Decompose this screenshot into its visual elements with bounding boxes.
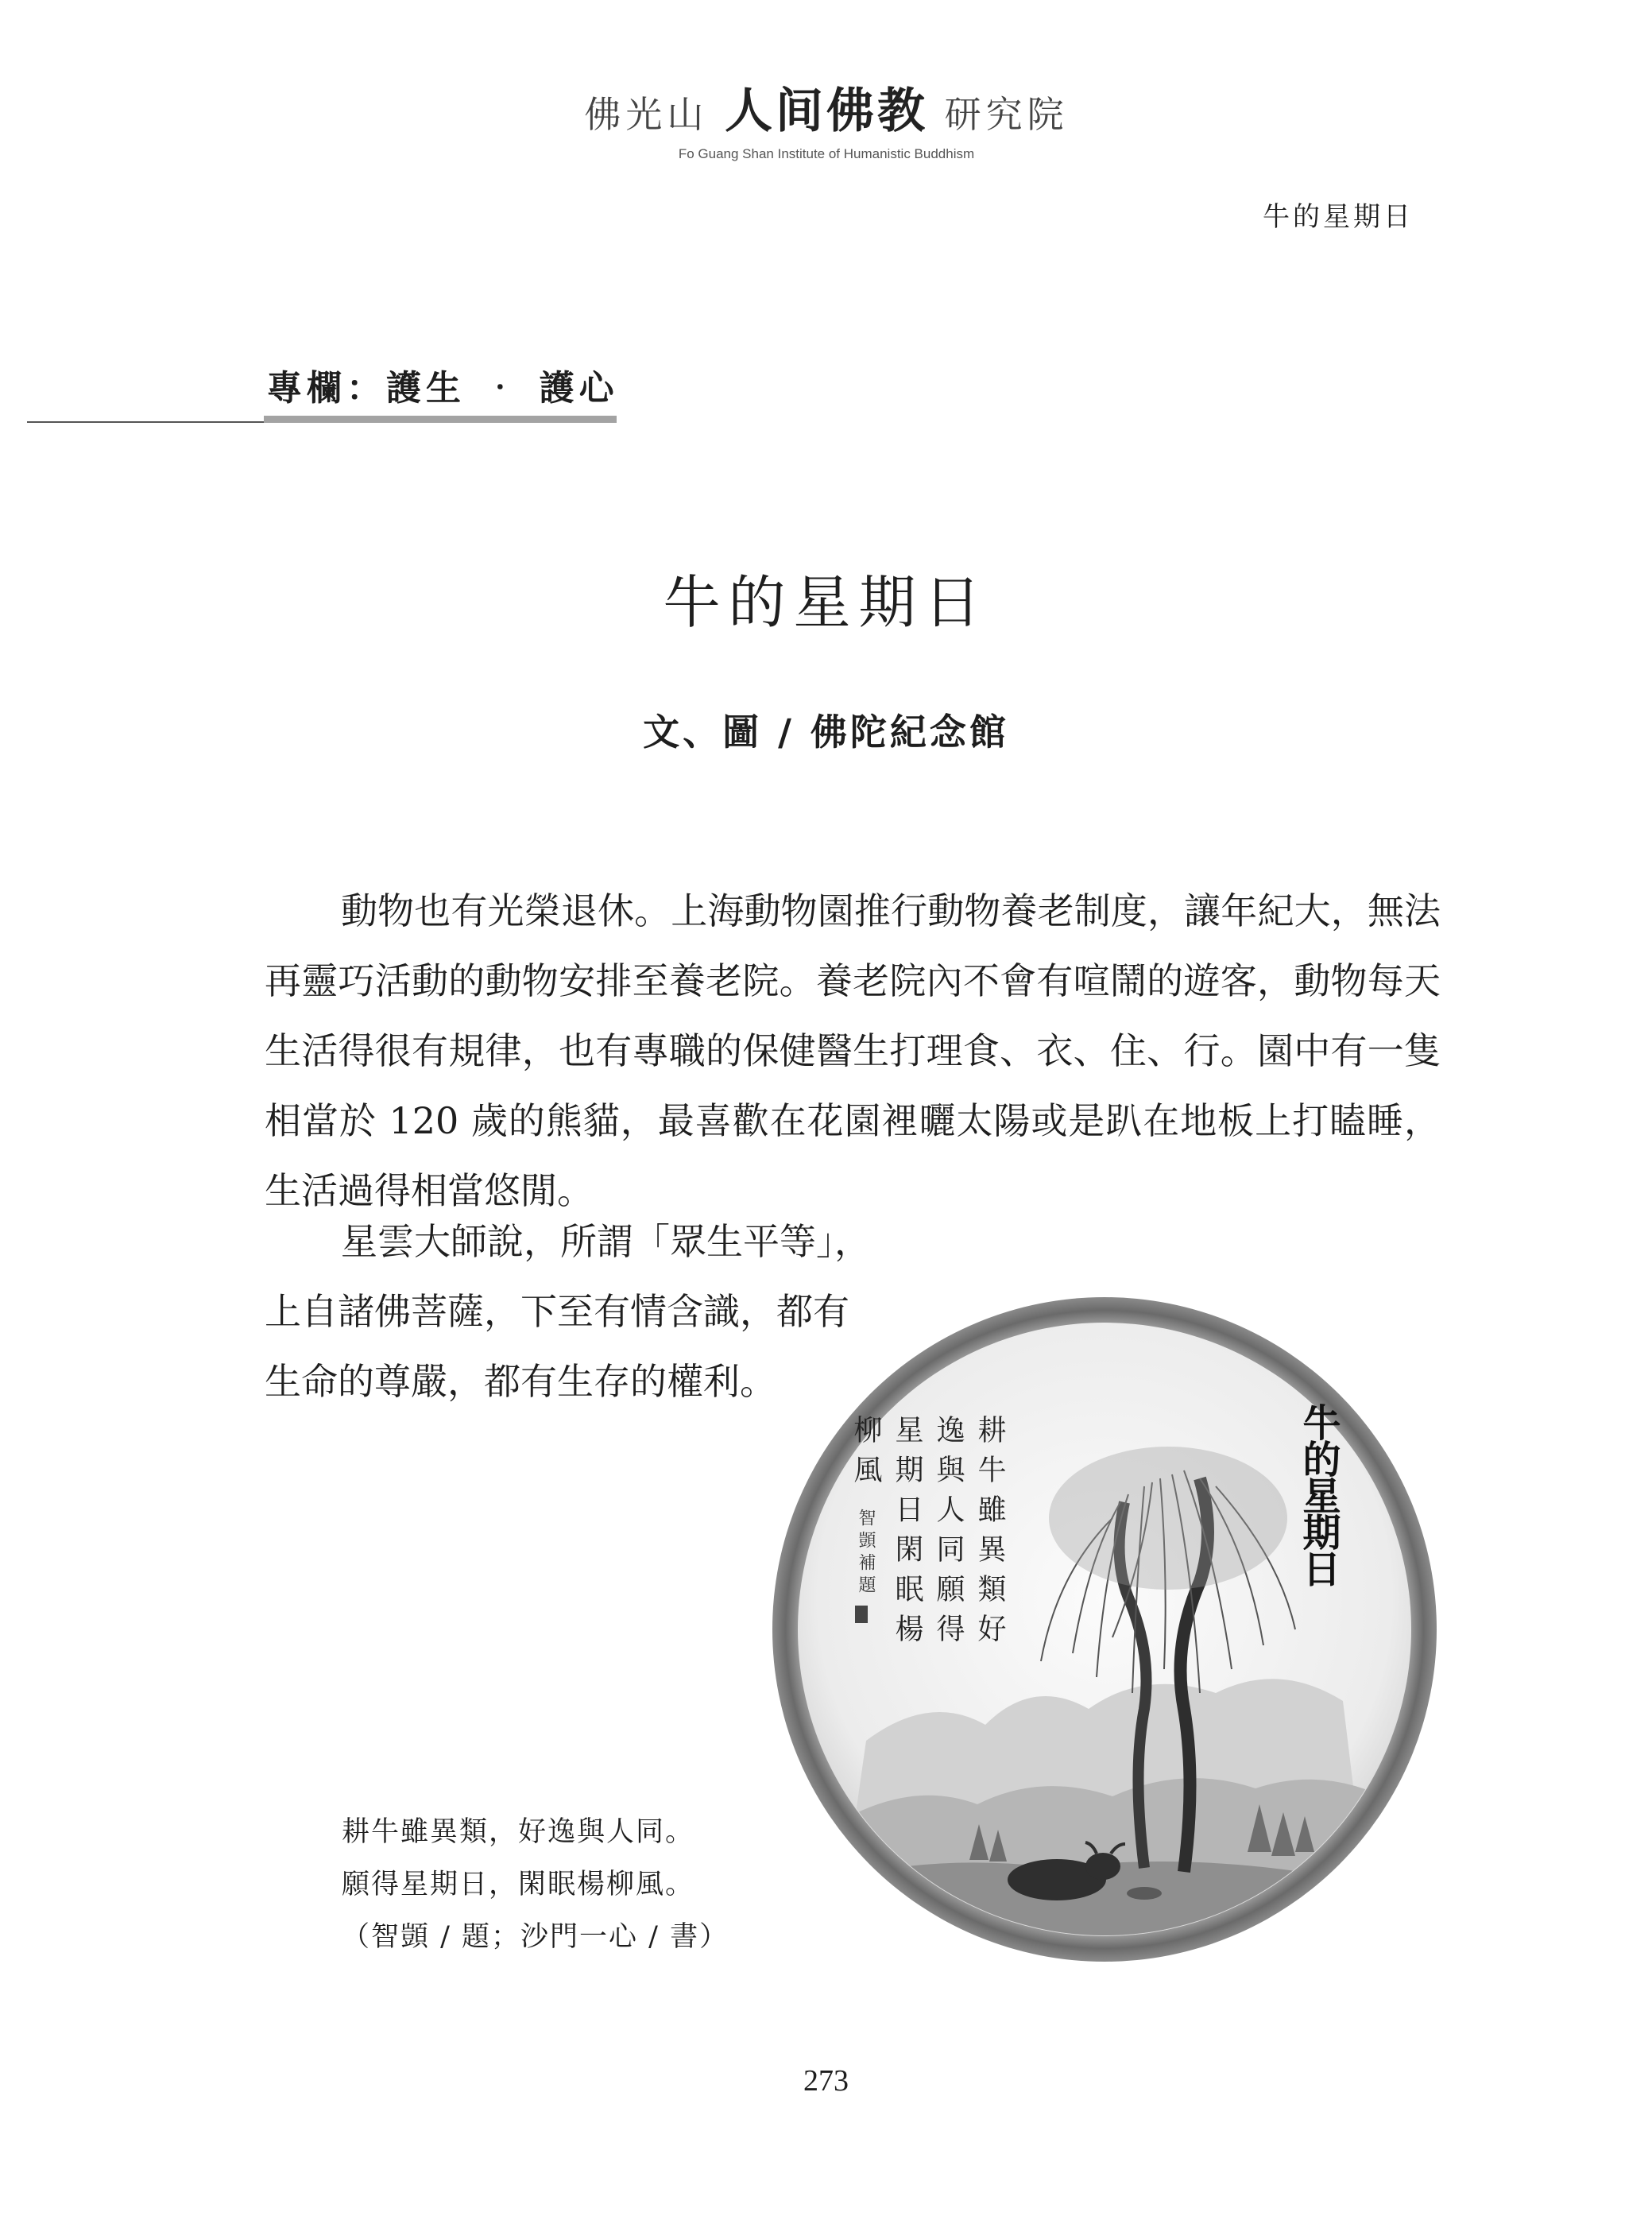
painting-title-calligraphy: 牛的星期日	[1296, 1403, 1341, 1586]
logo-right-text: 研究院	[944, 93, 1069, 136]
painting-signature: 智顗補題	[856, 1509, 876, 1598]
poem-column-3: 星期日閑眠楊	[891, 1415, 923, 1653]
body-paragraph-2-rest: 上自諸佛菩薩，下至有情含識，都有生命的尊嚴，都有生存的權利。	[265, 1290, 849, 1403]
caption-line-1: 耕牛雖異類，好逸與人同。	[342, 1816, 695, 1848]
logo-center-text: 人间佛教	[725, 83, 928, 139]
poem-column-2: 逸與人同願得	[932, 1415, 965, 1653]
water-bowl	[1127, 1887, 1162, 1900]
poem-column-1: 耕牛雖異類好	[973, 1415, 1006, 1653]
caption-line-3: （智顗 / 題；沙門一心 / 書）	[342, 1921, 729, 1953]
poem-caption	[342, 1806, 729, 1963]
painting-illustration	[771, 1296, 1438, 1963]
body-paragraph-2-line-1: 星雲大師說，所謂「眾生平等」，	[341, 1220, 871, 1263]
poem-column-4: 柳風	[849, 1415, 882, 1494]
seal-stamp	[855, 1606, 868, 1623]
caption-line-2: 願得星期日，閑眠楊柳風。	[342, 1869, 695, 1900]
body-paragraph-1: 動物也有光榮退休。上海動物園推行動物養老制度，讓年紀大，無法再靈巧活動的動物安排至養老院。養老院內不會有喧鬧的遊客，動物每天生活得很有規律，也有專職的保健醫生打理食、衣、住、行。園中有一隻相當於 120 歲的熊貓，最喜歡在花園裡曬太陽或是趴在地板上打瞌睡，生活過得相當悠閒。	[265, 889, 1441, 1212]
logo-left-text: 佛光山	[584, 93, 709, 136]
willow-canopy	[1049, 1447, 1287, 1590]
page-number: 273	[803, 2064, 849, 2098]
article-title: 牛的星期日	[663, 569, 989, 636]
ink-painting	[771, 1296, 1438, 1963]
institute-logo	[580, 73, 1073, 161]
column-label: 專欄：護生 ‧ 護心	[267, 368, 619, 409]
column-underline	[264, 416, 617, 423]
running-head-title: 牛的星期日	[1263, 201, 1414, 233]
logo-english-text: Fo Guang Shan Institute of Humanistic Buddhism	[678, 146, 975, 161]
article-byline: 文、圖 / 佛陀紀念館	[643, 711, 1009, 754]
logo-wordmark	[580, 73, 1073, 141]
